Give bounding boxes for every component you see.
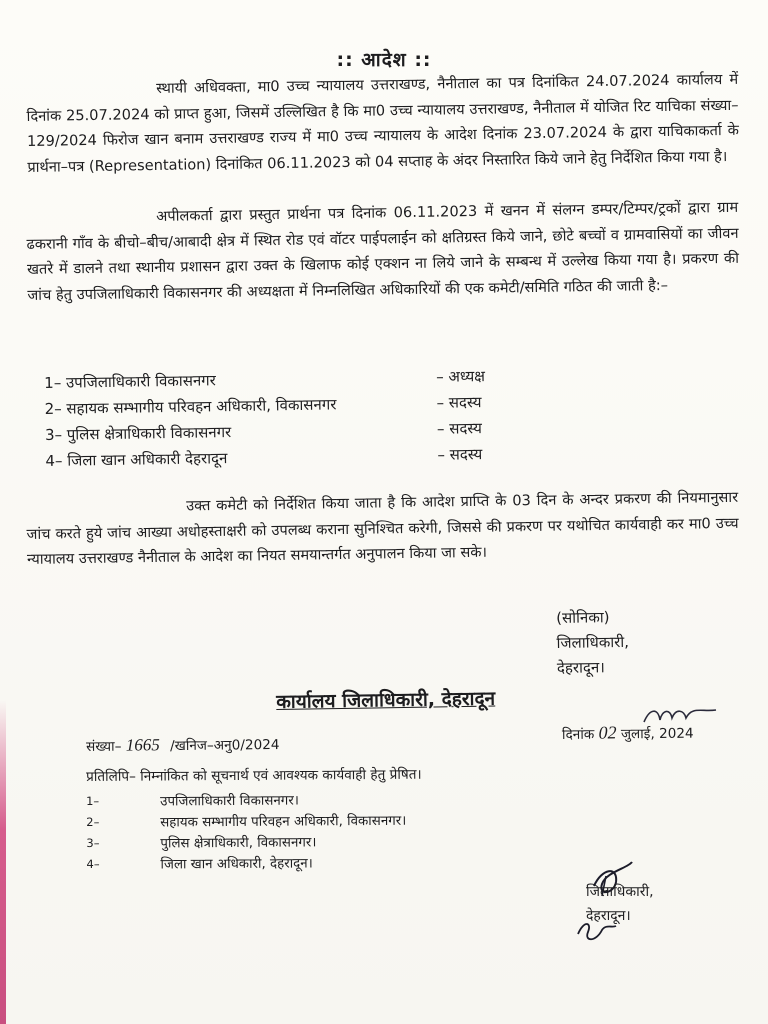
date-month-year: जुलाई, 2024 bbox=[620, 725, 694, 743]
list-item bbox=[86, 787, 506, 811]
date-initial-scribble bbox=[640, 702, 720, 732]
reference-line bbox=[86, 722, 746, 756]
list-item bbox=[86, 829, 506, 853]
copy-index: 2– bbox=[86, 814, 100, 829]
member-role: – सदस्य bbox=[437, 445, 483, 464]
paragraph-2 bbox=[26, 195, 740, 308]
member-role: – सदस्य bbox=[436, 393, 482, 412]
list-item bbox=[86, 850, 506, 874]
signatory-designation: जिलाधिकारी, bbox=[556, 632, 630, 652]
member-name: 2– सहायक सम्भागीय परिवहन अधिकारी, विकासनगर bbox=[44, 395, 337, 418]
committee-list bbox=[44, 362, 566, 474]
signatory2-designation: जिलाधिकारी, bbox=[586, 884, 654, 900]
member-role: – सदस्य bbox=[436, 419, 483, 438]
list-item bbox=[86, 808, 506, 832]
copy-index: 4– bbox=[86, 856, 100, 871]
copy-recipient: पुलिस क्षेत्राधिकारी, विकासनगर। bbox=[160, 834, 317, 851]
copy-recipient: जिला खान अधिकारी, देहरादून। bbox=[160, 855, 313, 872]
page-edge-strip bbox=[0, 700, 6, 1024]
signatory2-place: देहरादून। bbox=[586, 908, 631, 924]
member-name: 4– जिला खान अधिकारी देहरादून bbox=[45, 449, 228, 470]
date-label: दिनांक bbox=[561, 726, 595, 744]
copy-signature-block bbox=[586, 880, 726, 928]
paragraph-3 bbox=[26, 485, 739, 573]
copy-index: 1– bbox=[86, 793, 100, 808]
office-heading: कार्यालय जिलाधिकारी, देहरादून bbox=[276, 687, 496, 713]
member-name: 3– पुलिस क्षेत्राधिकारी विकासनगर bbox=[44, 423, 232, 444]
copy-recipient: उपजिलाधिकारी विकासनगर। bbox=[160, 793, 299, 809]
signature-block bbox=[556, 603, 737, 681]
paragraph-1 bbox=[26, 67, 740, 180]
copy-index: 3– bbox=[86, 835, 100, 850]
reference-prefix: संख्या– bbox=[86, 738, 122, 755]
paragraph-1-text: स्थायी अधिवक्ता, मा0 उच्च न्यायालय उत्तराखण्ड, नैनीताल का पत्र दिनांकित 24.07.2024 कार्यालय में दिनांक 25.07.2024 को प्राप्त हुआ, जिसमें उल्लिखित है कि मा0 उच्च न्यायालय उत्तराखण्ड, नैनीताल में योजित रिट याचिका संख्या–129/2024 फिरोज खान बनाम उत्तराखण्ड राज्य में मा0 उच्च न्यायालय के आदेश दिनांक 23.07.2024 के द्वारा याचिकाकर्ता के प्रार्थना–पत्र (Representation) दिनांकित 06.11.2023 को 04 सप्ताह के अंदर निस्तारित किये जाने हेतु निर्देशित किया गया है। bbox=[26, 70, 740, 176]
signatory-place: देहरादून। bbox=[556, 658, 606, 677]
signatory-name: (सोनिका) bbox=[556, 608, 610, 627]
date-day: 02 bbox=[598, 722, 617, 743]
member-role: – अध्यक्ष bbox=[436, 367, 486, 386]
copy-to-list bbox=[86, 787, 507, 874]
reference-suffix: /खनिज–अनु0/2024 bbox=[170, 736, 280, 755]
copy-recipient: सहायक सम्भागीय परिवहन अधिकारी, विकासनगर। bbox=[160, 813, 407, 830]
member-name: 1– उपजिलाधिकारी विकासनगर bbox=[44, 371, 216, 392]
paragraph-3-text: उक्त कमेटी को निर्देशित किया जाता है कि आदेश प्राप्ति के 03 दिन के अन्दर प्रकरण की नियमानुसार जांच करते हुये जांच आख्या अधोहस्ताक्षरी को उपलब्ध कराना सुनिश्चित करेगी, जिससे की प्रकरण पर यथोचित कार्यवाही कर मा0 उच्च न्यायालय उत्तराखण्ड नैनीताल के आदेश का नियत समयान्तर्गत अनुपालन किया जा सके। bbox=[26, 488, 739, 568]
reference-number: 1665 bbox=[125, 735, 160, 755]
copy-to-intro: प्रतिलिपि– निम्नांकित को सूचनार्थ एवं आवश्यक कार्यवाही हेतु प्रेषित। bbox=[86, 766, 422, 785]
order-heading: :: आदेश :: bbox=[336, 49, 432, 71]
paragraph-2-text: अपीलकर्ता द्वारा प्रस्तुत प्रार्थना पत्र दिनांक 06.11.2023 में खनन में संलग्न डम्पर/टिम्पर/ट्रकों द्वारा ग्राम ढकरानी गाँव के बीचो–बीच/आबादी क्षेत्र में स्थित रोड एवं वॉटर पाईपलाईन को क्षतिग्रस्त किये जाने, छोटे बच्चों व ग्रामवासियों का जीवन खतरे में डालने तथा स्थानीय प्रशासन द्वारा उक्त के खिलाफ कोई एक्शन ना लिये जाने के सम्बन्ध में उल्लेख किया गया है। प्रकरण की जांच हेतु उपजिलाधिकारी विकासनगर की अध्यक्षता में निम्नलिखित अधिकारियों की एक कमेटी/समिति गठित की जाती है:– bbox=[26, 198, 740, 304]
